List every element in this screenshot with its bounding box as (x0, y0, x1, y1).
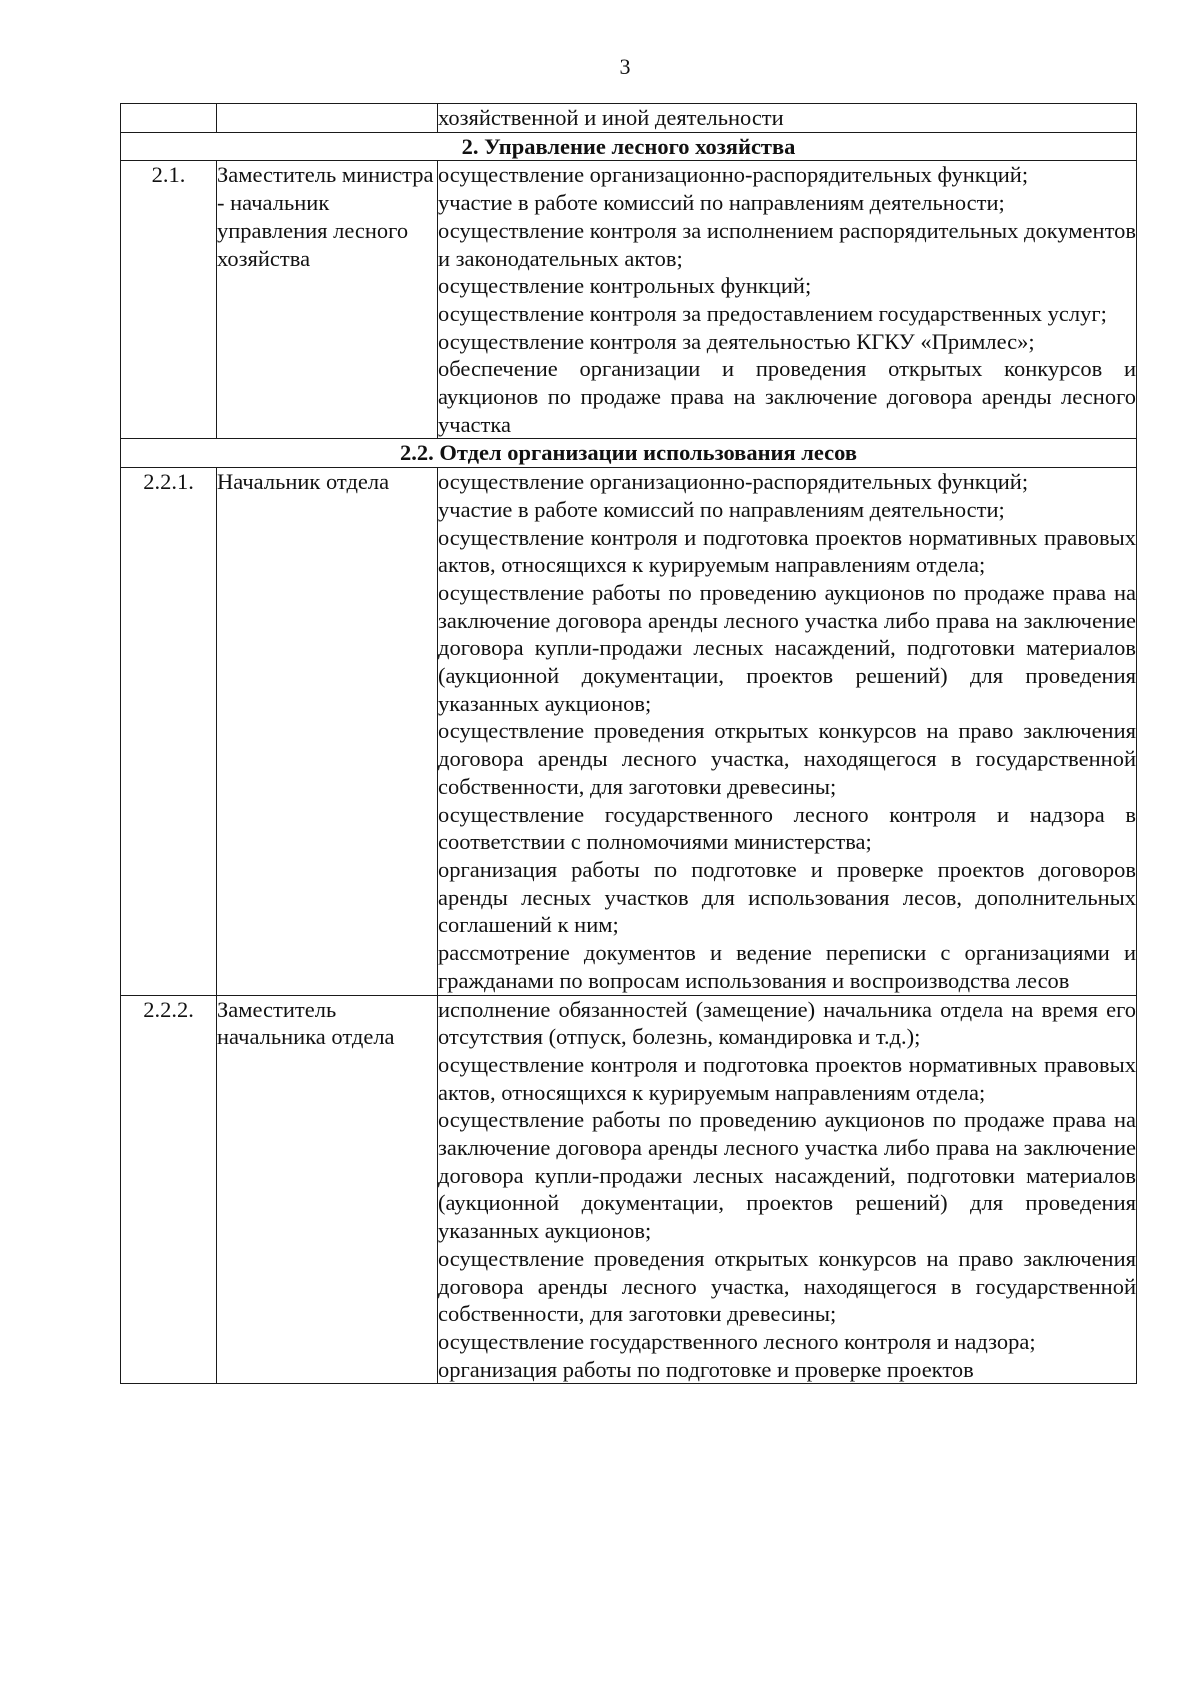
duty-item: осуществление контроля за деятельностью КГКУ «Примлес»; (438, 328, 1035, 354)
position-name: Заместитель начальника отдела (217, 995, 438, 1384)
duty-item: осуществление организационно-распорядительных функций; (438, 162, 1029, 188)
duty-item: осуществление проведения открытых конкурсов на право заключения договора аренды лесного участка, находящегося в государственной собственности, для заготовки древесины; (438, 718, 1136, 799)
duty-item: организация работы по подготовке и проверке проектов договоров аренды лесных участков для использования лесов, дополнительных соглашений к ним; (438, 856, 1136, 938)
duty-item: осуществление контрольных функций; (438, 273, 812, 299)
duties-list (438, 468, 1137, 995)
position-name: Начальник отдела (217, 468, 438, 995)
table-row (121, 468, 1137, 995)
duty-item: организация работы по подготовке и проверке проектов (438, 1356, 974, 1382)
section-header-row (121, 439, 1137, 468)
duty-item: осуществление государственного лесного контроля и надзора в соответствии с полномочиями министерства; (438, 801, 1136, 855)
duty-item: осуществление контроля за предоставлением государственных услуг; (438, 300, 1107, 326)
continuation-text: хозяйственной и иной деятельности (438, 105, 784, 130)
duty-item: осуществление организационно-распорядительных функций; (438, 469, 1029, 495)
duty-item: обеспечение организации и проведения открытых конкурсов и аукционов по продаже права на заключение договора аренды лесного участка (438, 356, 1136, 437)
duties-table (120, 103, 1137, 1384)
duty-item: участие в работе комиссий по направлениям деятельности; (438, 190, 1005, 216)
duty-item: осуществление работы по проведению аукционов по продаже права на заключение договора аренды лесного участка либо права на заключение договора купли-продажи лесных насаждений, подготовки материалов (аукционной документации, проектов решений) для проведения указанных аукционов; (438, 579, 1136, 716)
section-title: 2. Управление лесного хозяйства (121, 132, 1137, 161)
row-number: 2.1. (121, 161, 217, 439)
duty-item: осуществление контроля за исполнением распорядительных документов и законодательных актов; (438, 217, 1136, 271)
duty-item: осуществление проведения открытых конкурсов на право заключения договора аренды лесного участка, находящегося в государственной собственности, для заготовки древесины; (438, 1245, 1136, 1327)
table-row (121, 161, 1137, 439)
row-number: 2.2.1. (121, 468, 217, 995)
section-title: 2.2. Отдел организации использования лесов (121, 439, 1137, 468)
section-header-row (121, 132, 1137, 161)
duty-item: участие в работе комиссий по направлениям деятельности; (438, 496, 1005, 522)
duties-list (438, 161, 1137, 439)
duty-item: осуществление государственного лесного контроля и надзора; (438, 1328, 1036, 1354)
position-cell (217, 104, 438, 133)
duties-cell (438, 104, 1137, 133)
table-row (121, 995, 1137, 1384)
duties-list (438, 995, 1137, 1384)
duty-item: осуществление контроля и подготовка проектов нормативных правовых актов, относящихся к курируемым направлениям отдела; (438, 524, 1136, 578)
number-cell (121, 104, 217, 133)
duty-item: рассмотрение документов и ведение переписки с организациями и гражданами по вопросам использования и воспроизводства лесов (438, 940, 1136, 993)
duty-item: осуществление работы по проведению аукционов по продаже права на заключение договора аренды лесного участка либо права на заключение договора купли-продажи лесных насаждений, подготовки материалов (аукционной документации, проектов решений) для проведения указанных аукционов; (438, 1107, 1136, 1244)
table-row (121, 104, 1137, 133)
row-number: 2.2.2. (121, 995, 217, 1384)
page-number: 3 (619, 54, 631, 79)
position-name: Заместитель министра - начальник управления лесного хозяйства (217, 161, 438, 439)
duty-item: осуществление контроля и подготовка проектов нормативных правовых актов, относящихся к курируемым направлениям отдела; (438, 1051, 1136, 1105)
duty-item: исполнение обязанностей (замещение) начальника отдела на время его отсутствия (отпуск, болезнь, командировка и т.д.); (438, 996, 1136, 1050)
